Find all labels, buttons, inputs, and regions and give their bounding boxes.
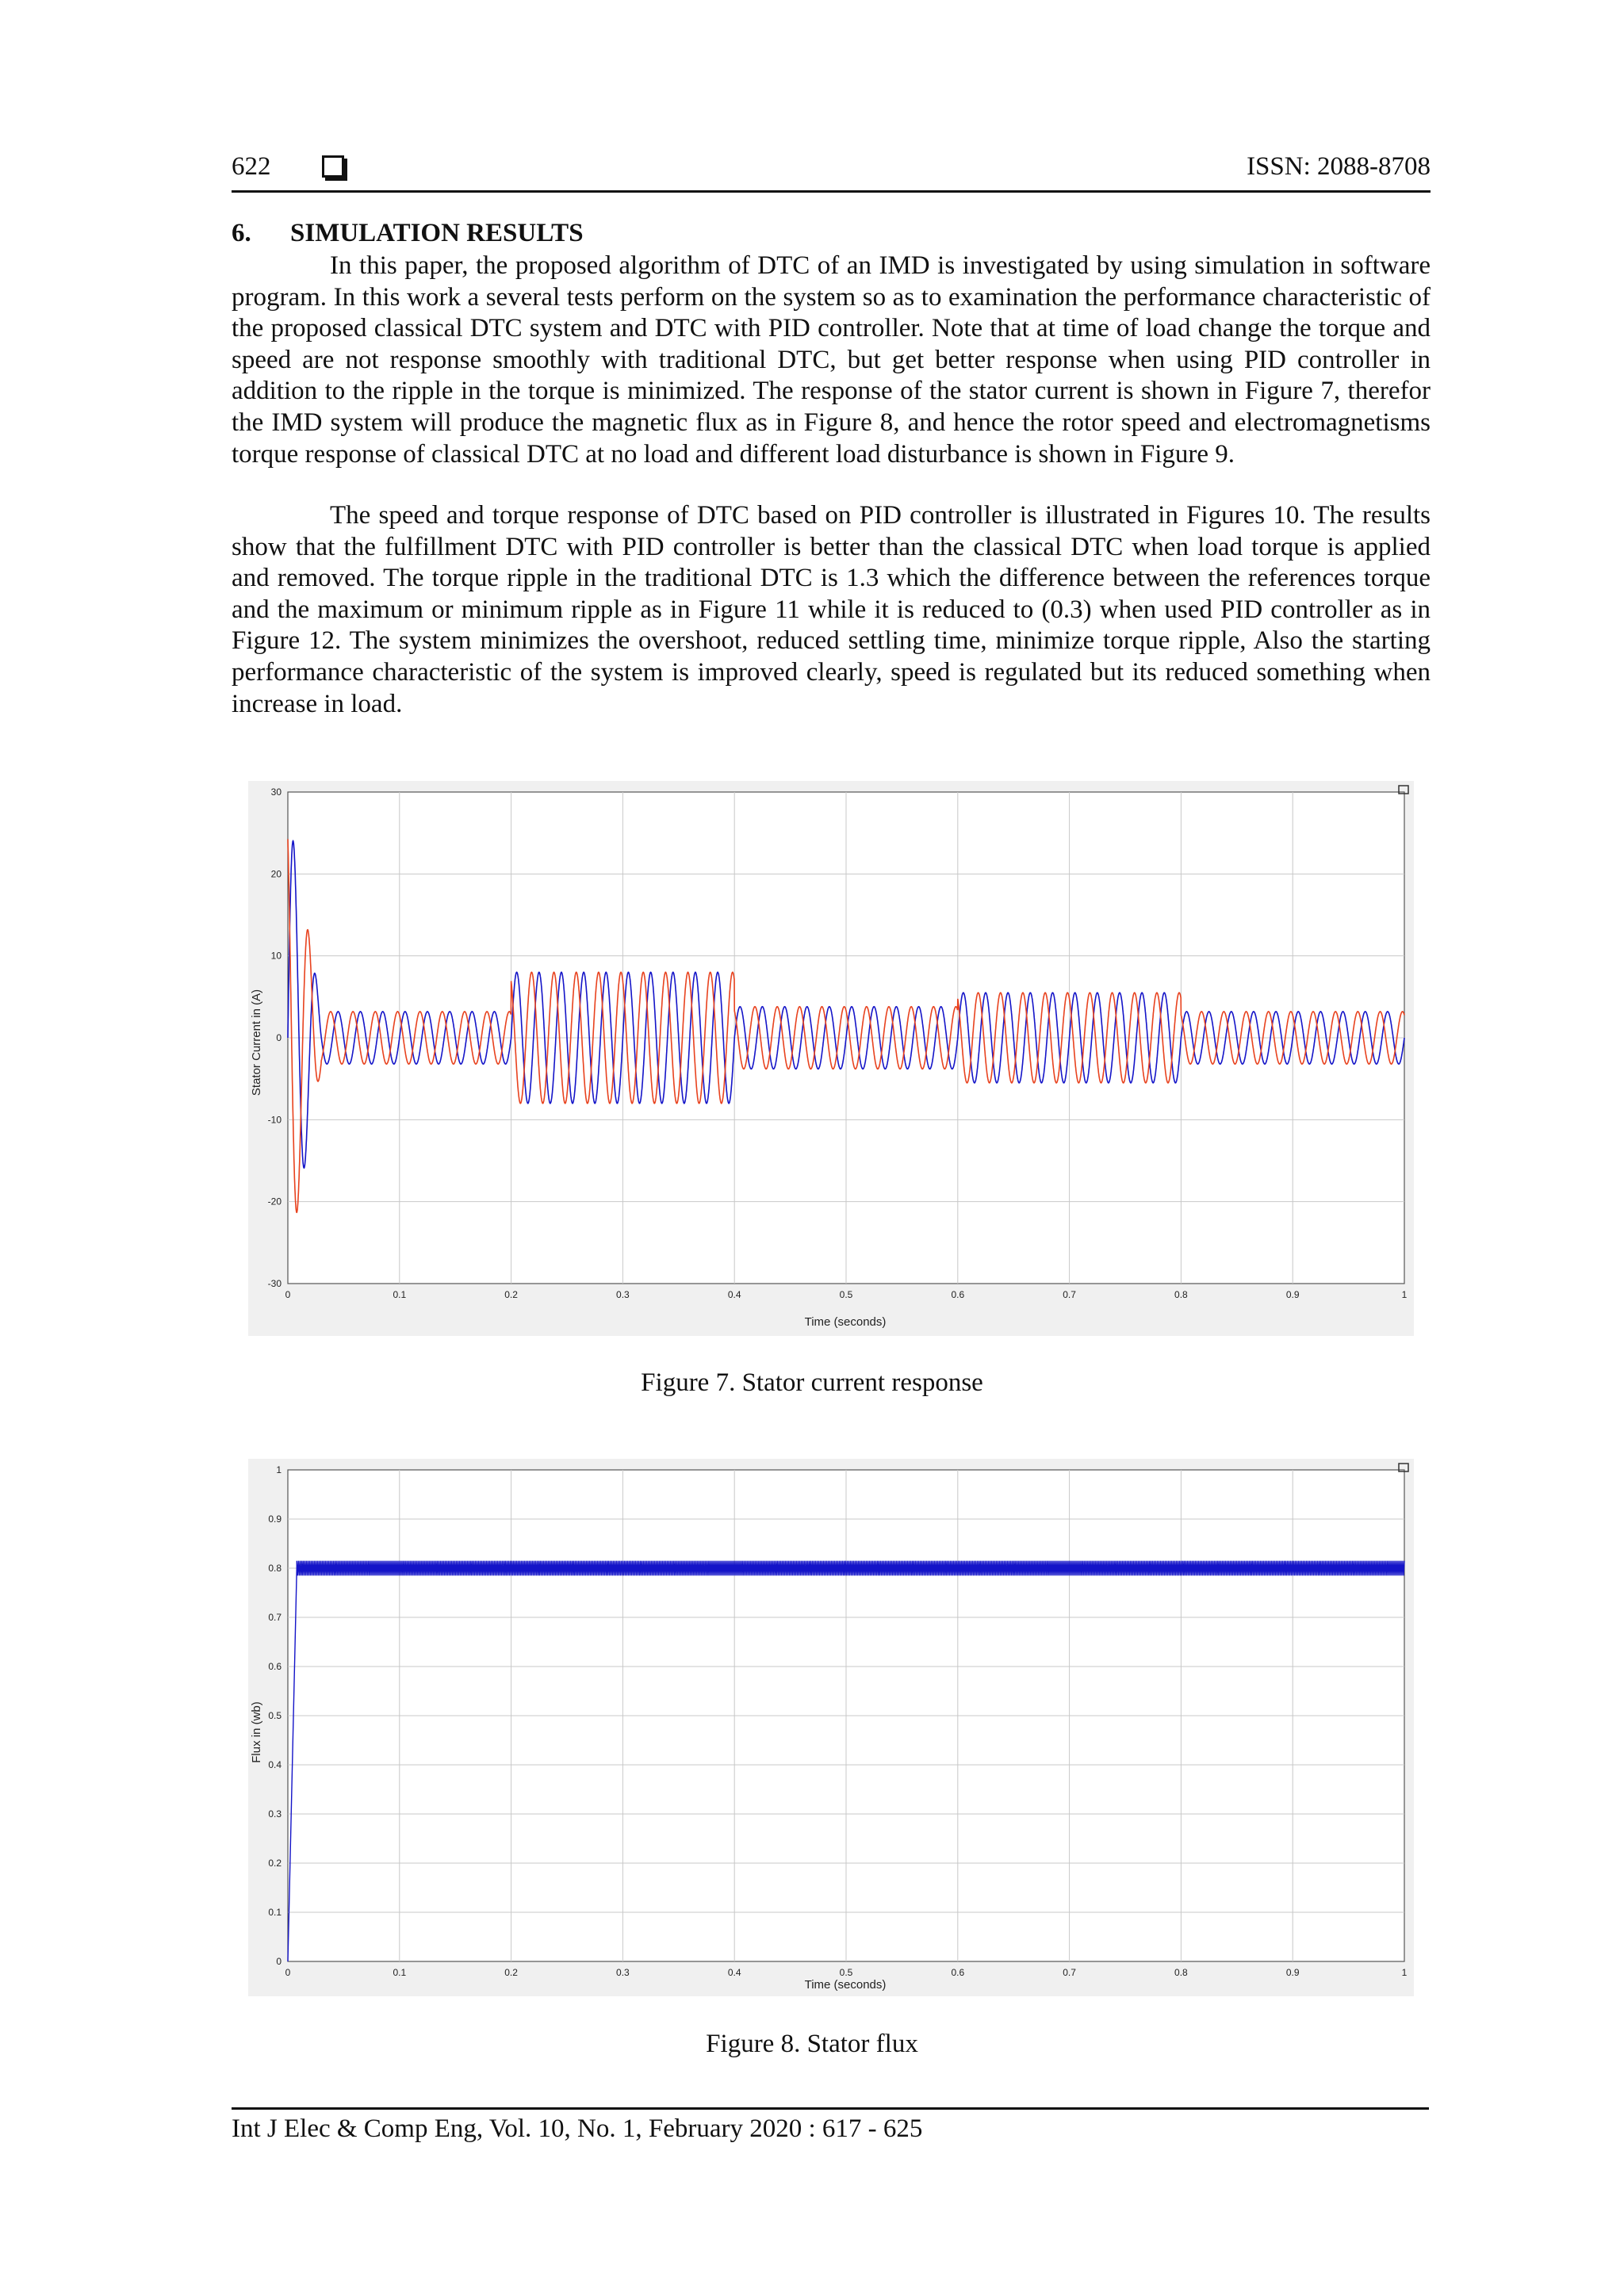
- x-tick-label: 0.4: [727, 1967, 741, 1978]
- x-tick-label: 0.7: [1063, 1967, 1076, 1978]
- x-axis-label: Time (seconds): [804, 1978, 887, 1992]
- figure-7: [248, 781, 1414, 1336]
- section-number: 6.: [232, 219, 251, 247]
- y-tick-label: 0.1: [268, 1907, 282, 1918]
- x-tick-label: 0.8: [1174, 1289, 1188, 1300]
- x-tick-label: 1: [1401, 1289, 1408, 1300]
- x-tick-label: 0.2: [504, 1967, 518, 1978]
- square-bullet-icon: [322, 155, 344, 178]
- page-footer: Int J Elec & Comp Eng, Vol. 10, No. 1, February 2020 : 617 - 625: [232, 2107, 1429, 2144]
- x-axis-label: Time (seconds): [804, 1315, 887, 1329]
- issn: ISSN: 2088-8708: [1247, 152, 1431, 181]
- x-tick-label: 0.9: [1285, 1967, 1300, 1978]
- x-tick-label: 0.2: [504, 1289, 518, 1300]
- y-tick-label: -20: [267, 1196, 282, 1207]
- x-tick-label: 0.1: [393, 1967, 407, 1978]
- y-tick-label: 1: [276, 1464, 282, 1475]
- y-tick-label: 20: [270, 868, 282, 880]
- x-tick-label: 0.3: [616, 1967, 630, 1978]
- y-tick-label: -30: [267, 1278, 282, 1289]
- y-axis-label: Stator Current in (A): [250, 989, 263, 1096]
- x-tick-label: 0.9: [1285, 1289, 1300, 1300]
- y-tick-label: 0.9: [268, 1513, 282, 1525]
- y-tick-label: 0.3: [268, 1808, 282, 1820]
- figure-8: [248, 1459, 1414, 1996]
- x-tick-label: 0: [285, 1967, 291, 1978]
- x-tick-label: 0.1: [393, 1289, 407, 1300]
- stator-current-chart: [248, 781, 1414, 1336]
- x-tick-label: 0.8: [1174, 1967, 1188, 1978]
- section-heading: [232, 219, 584, 248]
- body-paragraph: The speed and torque response of DTC based on PID controller is illustrated in Figures 10. The results show that the fulfillment DTC with PID controller is better than the classical DTC when load torque is applied and removed. The torque ripple in the traditional DTC is 1.3 which the difference between the references torque and the maximum or minimum ripple as in Figure 11 while it is reduced to (0.3) when used PID controller as in Figure 12. The system minimizes the overshoot, reduced settling time, minimize torque ripple, Also the starting performance characteristic of the system is improved clearly, speed is regulated but its reduced something when increase in load.: [232, 501, 1431, 718]
- section-title: SIMULATION RESULTS: [290, 219, 584, 247]
- page-header: [232, 152, 1431, 193]
- y-tick-label: 0: [276, 1032, 282, 1043]
- figure-7-caption: Figure 7. Stator current response: [641, 1368, 983, 1397]
- y-tick-label: 0.6: [268, 1661, 282, 1672]
- x-tick-label: 1: [1401, 1967, 1408, 1978]
- figure-8-caption: Figure 8. Stator flux: [706, 2030, 918, 2058]
- y-tick-label: 0: [276, 1956, 282, 1967]
- y-tick-label: 0.7: [268, 1612, 282, 1623]
- page-number: 622: [232, 152, 271, 181]
- x-tick-label: 0.4: [727, 1289, 741, 1300]
- x-tick-label: 0.5: [839, 1967, 853, 1978]
- x-tick-label: 0.5: [839, 1289, 853, 1300]
- y-tick-label: 10: [270, 950, 282, 962]
- y-tick-label: 0.2: [268, 1858, 282, 1869]
- x-tick-label: 0.7: [1063, 1289, 1076, 1300]
- body-paragraph: In this paper, the proposed algorithm of DTC of an IMD is investigated by using simulation in software program. In this work a several tests perform on the system so as to examination the performance characteristic of the proposed classical DTC system and DTC with PID controller. Note that at time of load change the torque and speed are not response smoothly with traditional DTC, but get better response when using PID controller in addition to the ripple in the torque is minimized. The response of the stator current is shown in Figure 7, therefor the IMD system will produce the magnetic flux as in Figure 8, and hence the rotor speed and electromagnetisms torque response of classical DTC at no load and different load disturbance is shown in Figure 9.: [232, 251, 1431, 469]
- x-tick-label: 0.6: [951, 1967, 965, 1978]
- y-tick-label: 0.5: [268, 1710, 282, 1721]
- x-tick-label: 0: [285, 1289, 291, 1300]
- x-tick-label: 0.6: [951, 1289, 965, 1300]
- y-tick-label: -10: [267, 1114, 282, 1126]
- y-tick-label: 30: [270, 786, 282, 798]
- y-axis-label: Flux in (wb): [250, 1701, 263, 1763]
- y-tick-label: 0.8: [268, 1563, 282, 1574]
- y-tick-label: 0.4: [268, 1759, 282, 1770]
- stator-flux-chart: [248, 1459, 1414, 1996]
- x-tick-label: 0.3: [616, 1289, 630, 1300]
